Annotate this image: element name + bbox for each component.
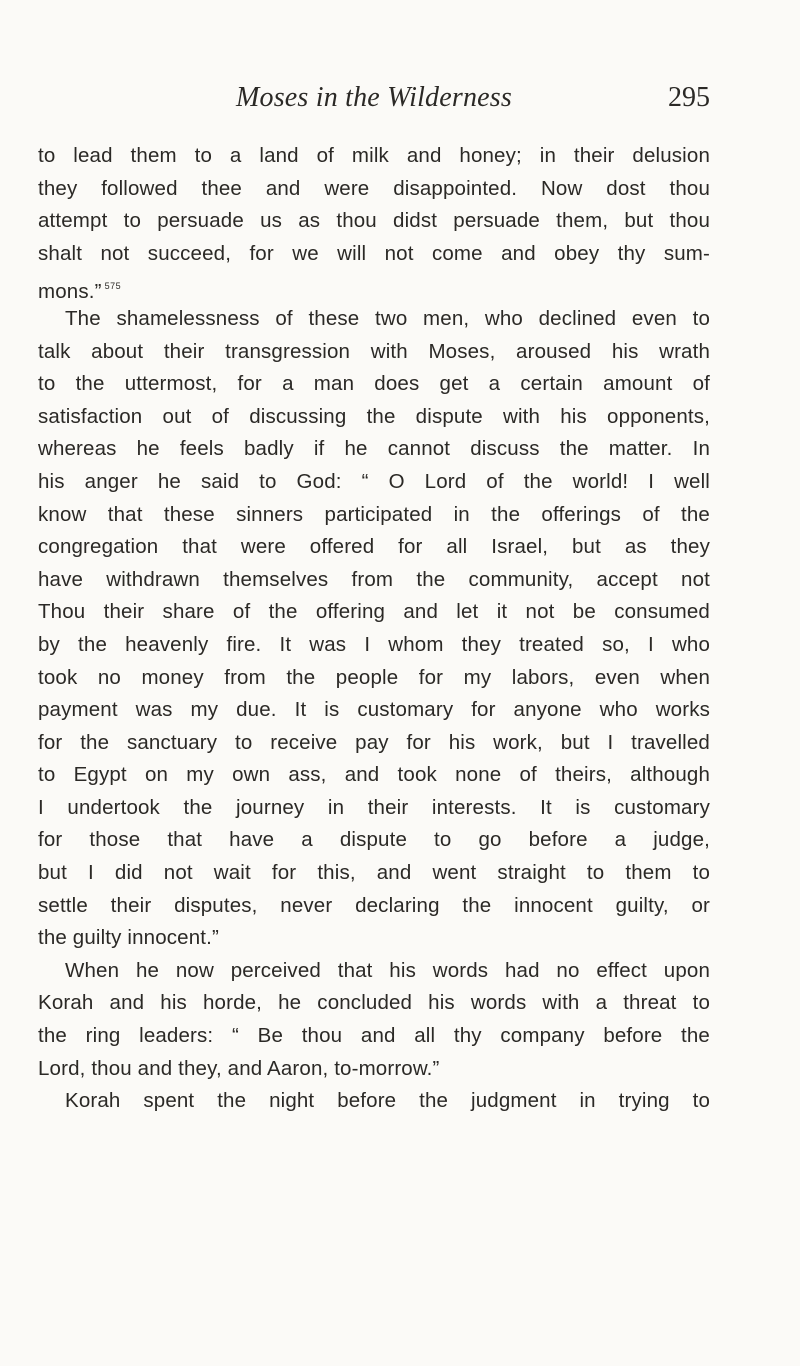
text-line: for the sanctuary to receive pay for his work, but I travelled [38,730,710,754]
text-line: his anger he said to God: “ O Lord of the world! I well [38,469,710,493]
text-line: but I did not wait for this, and went straight to them to [38,861,710,885]
text-line: to the uttermost, for a man does get a certain amount of [38,372,710,396]
text-line: by the heavenly fire. It was I whom they treated so, I who [38,632,710,656]
text-line: I undertook the journey in their interests. It is customary [38,795,710,819]
text-line: to Egypt on my own ass, and took none of theirs, although [38,763,710,787]
text-line: the ring leaders: “ Be thou and all thy company before the [38,1024,710,1048]
running-title: Moses in the Wilderness [235,82,512,113]
text-line [38,270,710,303]
text-line: have withdrawn themselves from the community, accept not [38,567,710,591]
text-line: shalt not succeed, for we will not come and obey thy sum- [38,241,710,265]
text-line: took no money from the people for my labors, even when [38,665,710,689]
paragraph-first-line: The shamelessness of these two men, who declined even to [65,306,710,330]
text-line: talk about their transgression with Moses, aroused his wrath [38,339,710,363]
running-head [38,82,710,122]
text-line: whereas he feels badly if he cannot discuss the matter. In [38,437,710,461]
text-line: know that these sinners participated in the offerings of the [38,502,710,526]
paragraph-last-line: the guilty innocent.” [38,926,219,950]
text-line: settle their disputes, never declaring the innocent guilty, or [38,893,710,917]
text-line: they followed thee and were disappointed. Now dost thou [38,176,710,200]
text-line: to lead them to a land of milk and honey; in their delusion [38,144,710,167]
paragraph-first-line: When he now perceived that his words had no effect upon [65,958,710,982]
text-line: payment was my due. It is customary for anyone who works [38,698,710,722]
text-line: attempt to persuade us as thou didst persuade them, but thou [38,209,710,233]
footnote-reference: 575 [104,281,122,292]
paragraph-first-line: Korah spent the night before the judgment in trying to [65,1089,710,1113]
body-text [38,140,710,1118]
text-line-content: mons.” [38,280,102,304]
paragraph-last-line: Lord, thou and they, and Aaron, to-morrow.” [38,1056,440,1080]
text-line: Korah and his horde, he concluded his words with a threat to [38,991,710,1015]
page-number: 295 [668,82,710,113]
text-line: congregation that were offered for all Israel, but as they [38,535,710,559]
text-line: satisfaction out of discussing the dispute with his opponents, [38,404,710,428]
text-line: Thou their share of the offering and let it not be consumed [38,600,710,624]
text-line: for those that have a dispute to go before a judge, [38,828,710,852]
